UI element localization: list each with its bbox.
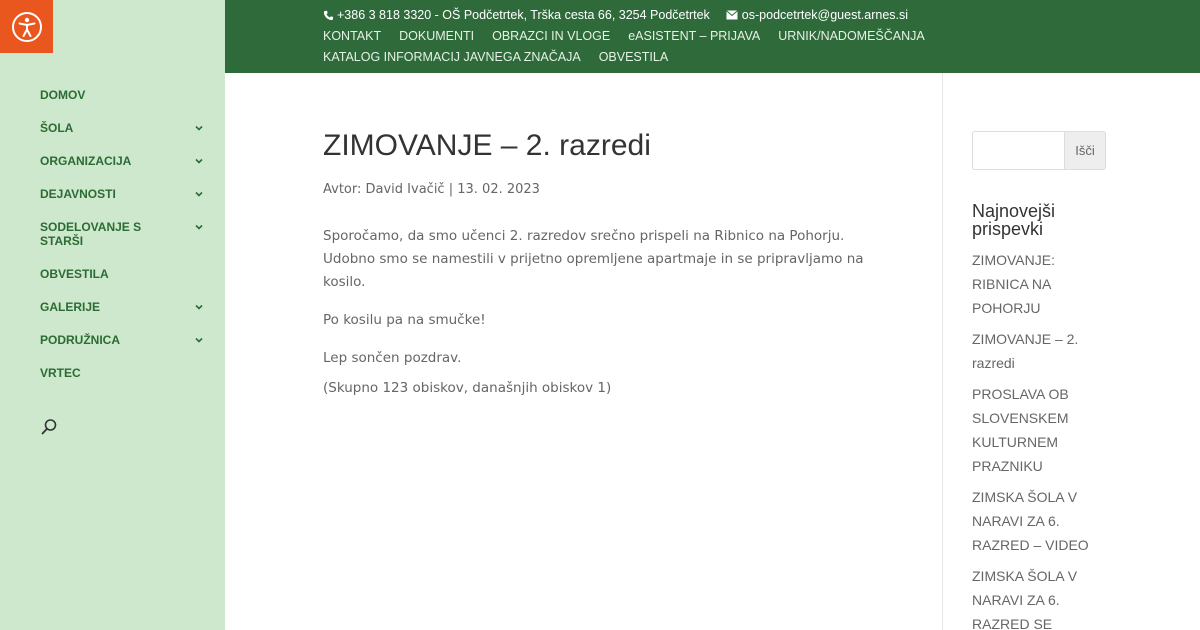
sidebar-item-label: ŠOLA [40,121,74,135]
sidebar-item-label: ORGANIZACIJA [40,154,132,168]
chevron-down-icon [194,302,204,312]
sidebar-item-label: DEJAVNOSTI [40,187,116,201]
phone-address: +386 3 818 3320 - OŠ Podčetrtek, Trška cesta 66, 3254 Podčetrtek [337,8,710,22]
top-menu-katalog-informacij-javnega-znacaja[interactable]: KATALOG INFORMACIJ JAVNEGA ZNAČAJA [323,50,581,64]
post-paragraph: Po kosilu pa na smučke! [323,312,486,328]
search-button[interactable]: Išči [1064,131,1106,170]
sidebar-item-label: SODELOVANJE S STARŠI [40,220,142,248]
sidebar-item-label: GALERIJE [40,300,101,314]
email-text: os-podcetrtek@guest.arnes.si [741,8,909,22]
search-input[interactable] [972,131,1064,170]
search-icon[interactable] [40,418,58,436]
recent-post-link[interactable]: ZIMSKA ŠOLA V NARAVI ZA 6. RAZRED SE [972,568,1078,630]
sidebar-item-label: OBVESTILA [40,267,109,281]
post-paragraph: Sporočamo, da smo učenci 2. razredov srečno prispeli na Ribnico na Pohorju. Udobno smo se namestili v prijetno opremljene apartmaje in se pripravljamo na kosilo. [323,228,864,290]
sidebar-item-vrtec[interactable] [40,366,210,380]
chevron-down-icon [194,189,204,199]
top-menu-row-2 [323,50,686,64]
chevron-down-icon [194,222,204,232]
recent-posts-heading: Najnovejši prispevki [972,201,1056,239]
post-content [323,128,893,400]
top-header [225,0,1200,73]
sidebar-item-label: DOMOV [40,88,86,102]
author-prefix: Avtor: [323,182,366,197]
meta-separator: | [444,182,458,197]
sidebar-item-dejavnosti[interactable] [40,187,210,201]
top-menu-easistent-prijava[interactable]: eASISTENT – PRIJAVA [628,29,761,43]
sidebar-item-galerije[interactable] [40,300,210,314]
sidebar-item-label: PODRUŽNICA [40,333,120,347]
search-form [972,131,1112,170]
post-meta [323,182,893,197]
sidebar-item-organizacija[interactable] [40,154,210,168]
email-link[interactable] [726,8,908,22]
recent-post-link[interactable]: ZIMOVANJE: RIBNICA NA POHORJU [972,252,1055,316]
top-menu-urnik-nadomescanja[interactable]: URNIK/NADOMEŠČANJA [778,29,925,43]
sidebar-item-podruznica[interactable] [40,333,210,347]
sidebar-divider [942,73,943,630]
sidebar-item-domov[interactable] [40,88,210,102]
chevron-down-icon [194,123,204,133]
recent-post-link[interactable]: PROSLAVA OB SLOVENSKEM KULTURNEM PRAZNIKU [972,386,1069,474]
contact-info [323,8,908,22]
author-link[interactable]: David Ivačič [365,182,445,197]
recent-post-link[interactable]: ZIMSKA ŠOLA V NARAVI ZA 6. RAZRED – VIDEO [972,489,1089,553]
accessibility-icon [11,11,43,43]
post-date: 13. 02. 2023 [457,182,540,197]
right-sidebar [972,131,1112,630]
top-menu-dokumenti[interactable]: DOKUMENTI [399,29,475,43]
post-title: ZIMOVANJE – 2. razredi [323,129,651,162]
sidebar-item-sodelovanje-s-starsi[interactable] [40,220,210,248]
chevron-down-icon [194,156,204,166]
sidebar-item-obvestila[interactable] [40,267,210,281]
visit-counter: (Skupno 123 obiskov, današnjih obiskov 1) [323,380,612,396]
chevron-down-icon [194,335,204,345]
top-menu-obvestila[interactable]: OBVESTILA [598,50,669,64]
top-menu-row-1 [323,29,943,43]
top-menu-kontakt[interactable]: KONTAKT [323,29,382,43]
email-icon [726,10,738,20]
post-paragraph: Lep sončen pozdrav. [323,350,462,366]
left-sidebar [0,0,225,630]
recent-posts-list [972,248,1112,630]
phone-icon [323,10,334,21]
recent-post-link[interactable]: ZIMOVANJE – 2. razredi [972,331,1079,371]
sidebar-item-label: VRTEC [40,366,81,380]
sidebar-item-sola[interactable] [40,121,210,135]
top-menu-obrazci-in-vloge[interactable]: OBRAZCI IN VLOGE [492,29,611,43]
accessibility-button[interactable] [0,0,53,53]
